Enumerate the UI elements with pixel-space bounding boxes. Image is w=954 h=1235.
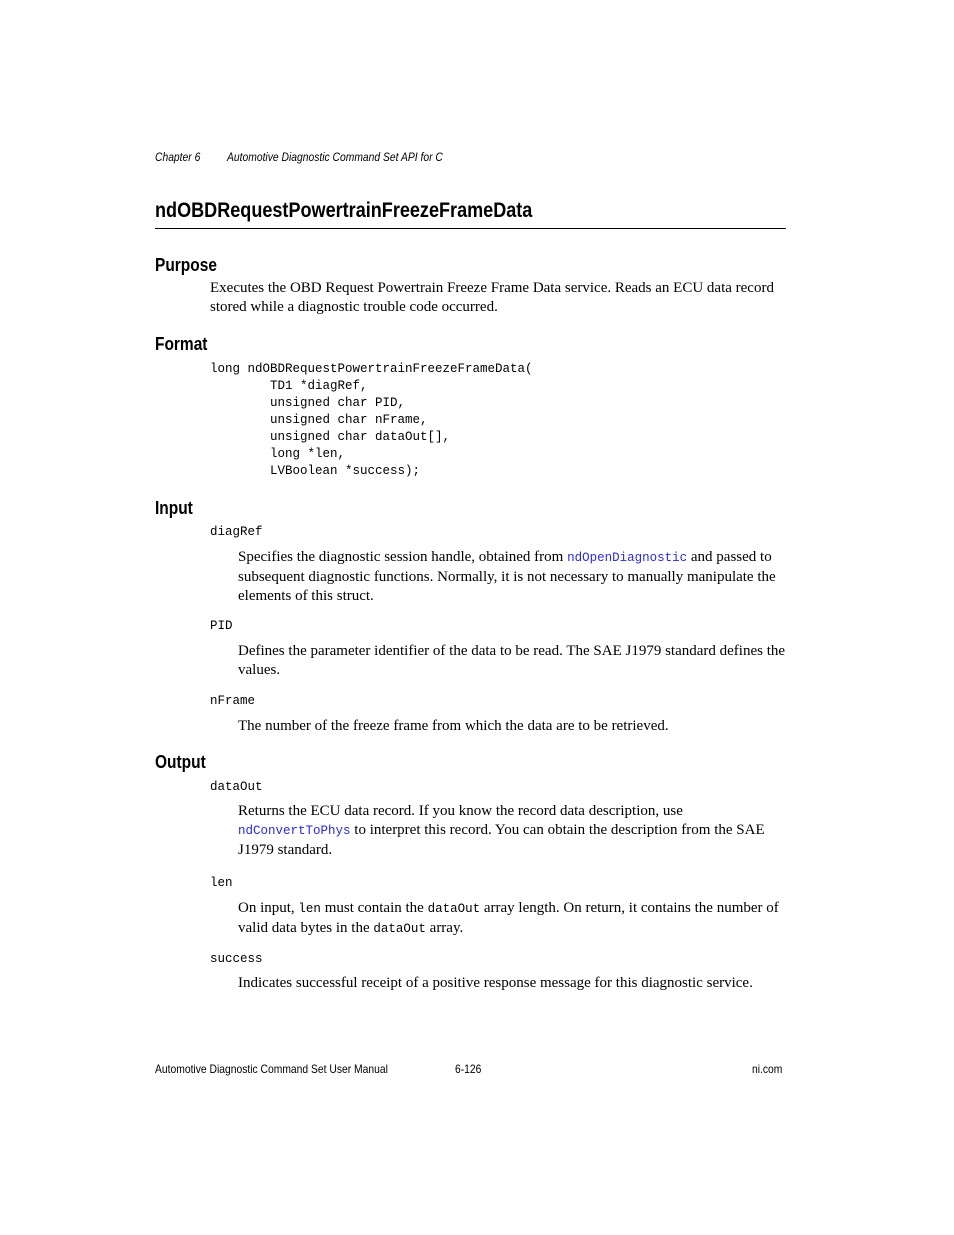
inline-code: dataOut (427, 902, 481, 916)
description-text: to interpret this record. You can obtain the description from the SAE J1979 standard. (238, 822, 765, 858)
function-signature: long ndOBDRequestPowertrainFreezeFrameData( TD1 *diagRef, unsigned char PID, unsigned char nFrame, unsigned char dataOut[], long *len, LVBoolean *success); (210, 362, 533, 478)
inline-code: len (298, 902, 321, 916)
description-text: Returns the ECU data record. If you know the record data description, use (238, 803, 683, 819)
title-rule (155, 228, 786, 229)
param-dataout-description (238, 802, 786, 860)
description-text: array. (425, 920, 464, 936)
param-nframe: nFrame (210, 694, 256, 708)
description-text: must contain the (320, 900, 428, 916)
param-success-description: Indicates successful receipt of a positive response message for this diagnostic service. (238, 975, 753, 991)
chapter-label: Chapter 6 (155, 150, 201, 164)
page-number: 6-126 (455, 1062, 482, 1076)
param-diagref-description (238, 548, 786, 606)
description-text: and passed to subsequent diagnostic functions. Normally, it is not necessary to manually manipulate the elements of this struct. (238, 549, 776, 604)
format-heading: Format (155, 334, 208, 354)
param-dataout: dataOut (210, 780, 263, 794)
footer-site: ni.com (752, 1062, 783, 1076)
param-nframe-description: The number of the freeze frame from which the data are to be retrieved. (238, 718, 669, 734)
description-text: On input, (238, 900, 299, 916)
param-len: len (210, 876, 233, 890)
description-text: Specifies the diagnostic session handle, obtained from (238, 549, 568, 565)
description-text: array length. On return, it contains the number of valid data bytes in the (238, 900, 779, 936)
param-len-description (238, 899, 786, 939)
page-title: ndOBDRequestPowertrainFreezeFrameData (155, 199, 533, 222)
output-heading: Output (155, 752, 206, 772)
inline-code: dataOut (373, 922, 426, 936)
ndopendiagnostic-link[interactable]: ndOpenDiagnostic (567, 551, 688, 565)
purpose-text: Executes the OBD Request Powertrain Freeze Frame Data service. Reads an ECU data record stored while a diagnostic trouble code occurred. (210, 280, 774, 315)
footer-manual-title: Automotive Diagnostic Command Set User Manual (155, 1062, 388, 1076)
purpose-heading: Purpose (155, 255, 217, 275)
input-heading: Input (155, 498, 193, 518)
ndconverttophys-link[interactable]: ndConvertToPhys (238, 824, 351, 838)
param-success: success (210, 952, 263, 966)
param-diagref: diagRef (210, 525, 263, 539)
param-pid: PID (210, 619, 233, 633)
chapter-title: Automotive Diagnostic Command Set API for C (227, 150, 443, 164)
param-pid-description: Defines the parameter identifier of the data to be read. The SAE J1979 standard defines the values. (238, 643, 786, 678)
